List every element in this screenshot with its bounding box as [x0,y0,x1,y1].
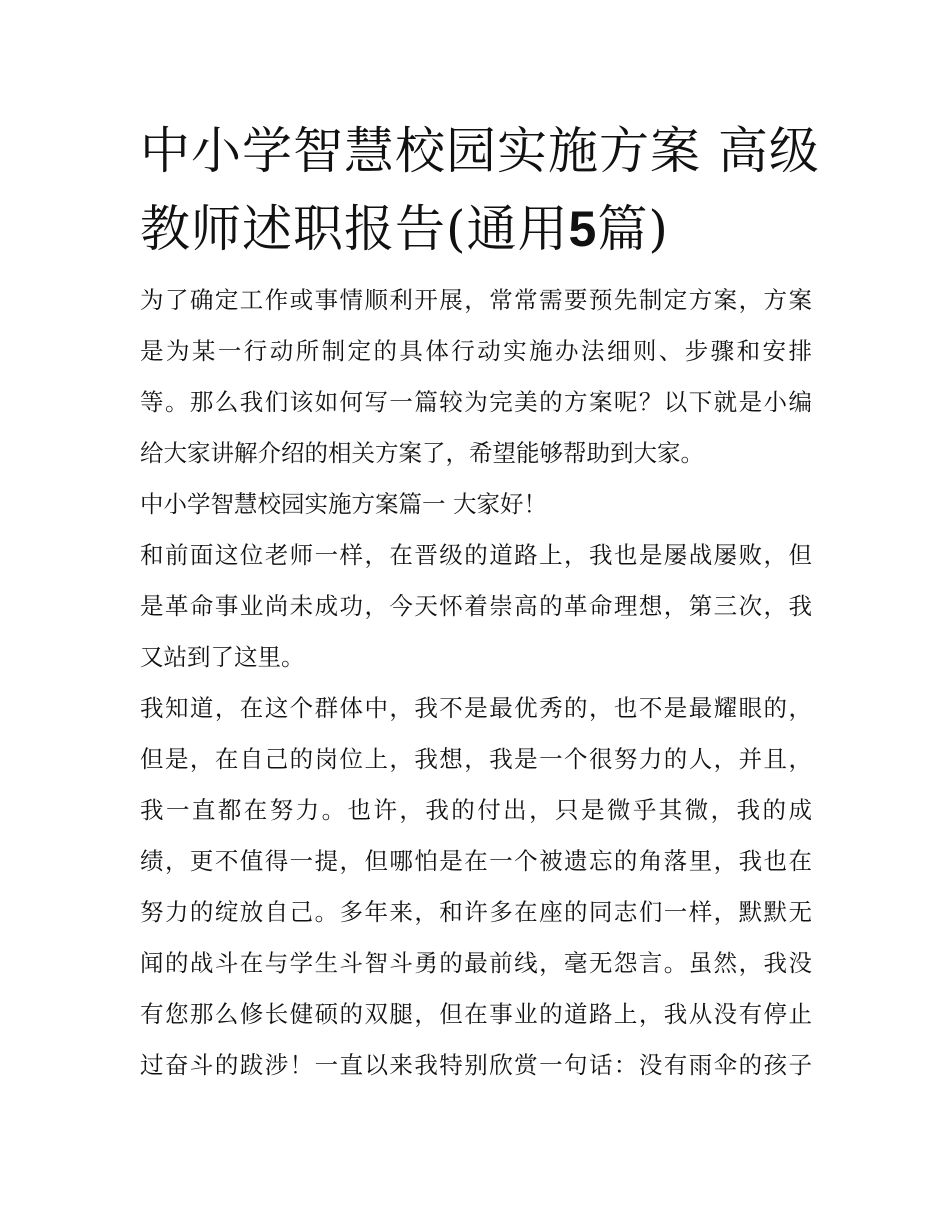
title-line-2-number: 5 [568,201,598,257]
body-text-line: 但是，在自己的岗位上，我想，我是一个很努力的人，并且， [140,745,812,773]
document-body [140,275,812,1091]
body-text-line: 努力的绽放自己。多年来，和许多在座的同志们一样，默默无 [140,898,812,926]
body-text-line: 和前面这位老师一样，在晋级的道路上，我也是屡战屡败，但 [140,541,812,569]
body-text-line: 闻的战斗在与学生斗智斗勇的最前线，毫无怨言。虽然，我没 [140,949,812,977]
body-text-line: 又站到了这里。 [140,643,305,671]
document-title [140,112,830,268]
body-text-line: 是为某一行动所制定的具体行动实施办法细则、步骤和安排 [140,337,812,365]
body-text-line: 为了确定工作或事情顺利开展，常常需要预先制定方案，方案 [140,286,812,314]
body-text-line: 等。那么我们该如何写一篇较为完美的方案呢？以下就是小编 [140,388,812,416]
body-text-line: 我知道，在这个群体中，我不是最优秀的，也不是最耀眼的， [140,694,812,722]
body-text-line: 给大家讲解介绍的相关方案了，希望能够帮助到大家。 [140,439,704,467]
title-line-1: 中小学智慧校园实施方案 高级 [140,122,820,180]
title-line-2-post: 篇) [597,200,669,258]
body-text-line: 中小学智慧校园实施方案篇一 大家好！ [140,490,547,518]
body-text-line: 是革命事业尚未成功，今天怀着崇高的革命理想，第三次，我 [140,592,812,620]
body-text-line: 绩，更不值得一提，但哪怕是在一个被遗忘的角落里，我也在 [140,847,812,875]
body-text-line: 有您那么修长健硕的双腿，但在事业的道路上，我从没有停止 [140,1000,812,1028]
body-text-line: 我一直都在努力。也许，我的付出，只是微乎其微，我的成 [140,796,812,824]
title-line-2-pre: 教师述职报告(通用 [140,200,569,258]
body-text-line: 过奋斗的跋涉！一直以来我特别欣赏一句话：没有雨伞的孩子 [140,1051,812,1079]
